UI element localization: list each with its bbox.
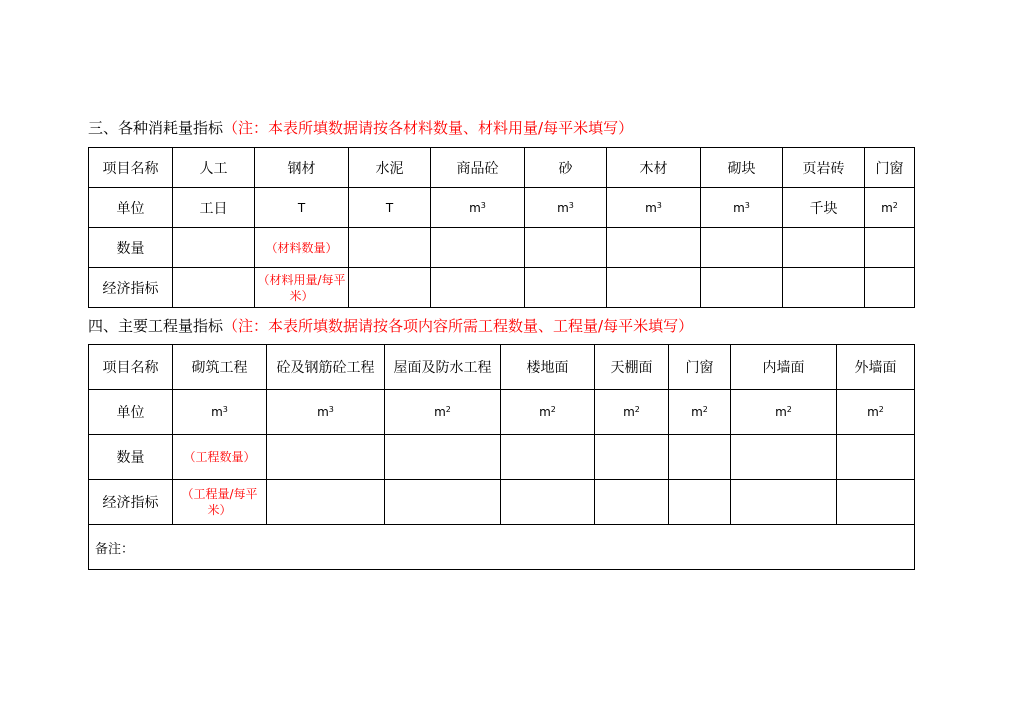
row-label: 数量	[89, 435, 173, 480]
unit-cell: $m^2$	[731, 390, 837, 435]
section4-note: （注：本表所填数据请按各项内容所需工程数量、工程量/每平米填写）	[223, 317, 694, 335]
unit-cell: $m^3$	[525, 188, 607, 228]
header-cell: 钢材	[255, 148, 349, 188]
unit-cell: $m^2$	[595, 390, 669, 435]
header-cell: 砌筑工程	[173, 345, 267, 390]
consumption-index-table	[88, 147, 915, 308]
table-row-unit	[89, 390, 915, 435]
input-cell[interactable]	[731, 480, 837, 525]
input-cell[interactable]	[731, 435, 837, 480]
unit-cell: $m^3$	[431, 188, 525, 228]
header-cell: 水泥	[349, 148, 431, 188]
input-cell[interactable]	[865, 228, 915, 268]
input-cell[interactable]	[669, 480, 731, 525]
header-cell: 砂	[525, 148, 607, 188]
header-cell: 门窗	[669, 345, 731, 390]
economic-hint[interactable]: （工程量/每平米）	[173, 480, 267, 525]
input-cell[interactable]	[525, 268, 607, 308]
header-cell: 外墙面	[837, 345, 915, 390]
unit-cell: $m^2$	[501, 390, 595, 435]
input-cell[interactable]	[267, 435, 385, 480]
row-label: 数量	[89, 228, 173, 268]
unit-cell: $m^3$	[267, 390, 385, 435]
header-cell: 楼地面	[501, 345, 595, 390]
input-cell[interactable]	[701, 228, 783, 268]
input-cell[interactable]	[701, 268, 783, 308]
input-cell[interactable]	[607, 228, 701, 268]
input-cell[interactable]	[385, 435, 501, 480]
table-row-economic	[89, 480, 915, 525]
input-cell[interactable]	[349, 228, 431, 268]
header-cell: 砌块	[701, 148, 783, 188]
table-row-unit	[89, 188, 915, 228]
input-cell[interactable]	[349, 268, 431, 308]
unit-cell: $m^3$	[173, 390, 267, 435]
unit-cell: $m^2$	[865, 188, 915, 228]
input-cell[interactable]	[173, 228, 255, 268]
input-cell[interactable]	[837, 435, 915, 480]
header-cell: 天棚面	[595, 345, 669, 390]
input-cell[interactable]	[669, 435, 731, 480]
section4-title: 四、主要工程量指标	[88, 317, 224, 335]
unit-cell: $m^2$	[837, 390, 915, 435]
input-cell[interactable]	[783, 228, 865, 268]
section3-title: 三、各种消耗量指标	[88, 119, 224, 137]
input-cell[interactable]	[431, 228, 525, 268]
table-row-header	[89, 345, 915, 390]
header-cell: 砼及钢筋砼工程	[267, 345, 385, 390]
header-cell: 项目名称	[89, 148, 173, 188]
row-label: 单位	[89, 188, 173, 228]
header-cell: 商品砼	[431, 148, 525, 188]
table-row-header	[89, 148, 915, 188]
header-cell: 门窗	[865, 148, 915, 188]
quantity-index-table	[88, 344, 915, 570]
header-cell: 页岩砖	[783, 148, 865, 188]
section3-heading	[88, 118, 633, 138]
input-cell[interactable]	[595, 480, 669, 525]
unit-cell: $m^2$	[669, 390, 731, 435]
unit-cell: $m^2$	[385, 390, 501, 435]
header-cell: 木材	[607, 148, 701, 188]
input-cell[interactable]	[173, 268, 255, 308]
input-cell[interactable]	[525, 228, 607, 268]
row-label: 单位	[89, 390, 173, 435]
input-cell[interactable]	[837, 480, 915, 525]
unit-cell: 工日	[173, 188, 255, 228]
input-cell[interactable]	[267, 480, 385, 525]
section4-heading	[88, 316, 693, 336]
remark-cell[interactable]	[89, 525, 915, 570]
unit-cell: $m^3$	[701, 188, 783, 228]
input-cell[interactable]	[431, 268, 525, 308]
unit-cell: T	[349, 188, 431, 228]
input-cell[interactable]	[385, 480, 501, 525]
input-cell[interactable]	[501, 435, 595, 480]
header-cell: 人工	[173, 148, 255, 188]
row-label: 经济指标	[89, 480, 173, 525]
table-row-quantity	[89, 228, 915, 268]
input-cell[interactable]	[501, 480, 595, 525]
quantity-hint[interactable]: （工程数量）	[173, 435, 267, 480]
header-cell: 内墙面	[731, 345, 837, 390]
input-cell[interactable]	[595, 435, 669, 480]
row-label: 经济指标	[89, 268, 173, 308]
economic-hint[interactable]: （材料用量/每平米）	[255, 268, 349, 308]
unit-cell: $m^3$	[607, 188, 701, 228]
input-cell[interactable]	[865, 268, 915, 308]
unit-cell: 千块	[783, 188, 865, 228]
table-row-economic	[89, 268, 915, 308]
table-row-quantity	[89, 435, 915, 480]
input-cell[interactable]	[783, 268, 865, 308]
section3-note: （注：本表所填数据请按各材料数量、材料用量/每平米填写）	[223, 119, 634, 137]
header-cell: 项目名称	[89, 345, 173, 390]
remark-label: 备注：	[95, 541, 135, 557]
header-cell: 屋面及防水工程	[385, 345, 501, 390]
quantity-hint[interactable]: （材料数量）	[255, 228, 349, 268]
table-row-remark	[89, 525, 915, 570]
input-cell[interactable]	[607, 268, 701, 308]
unit-cell: T	[255, 188, 349, 228]
